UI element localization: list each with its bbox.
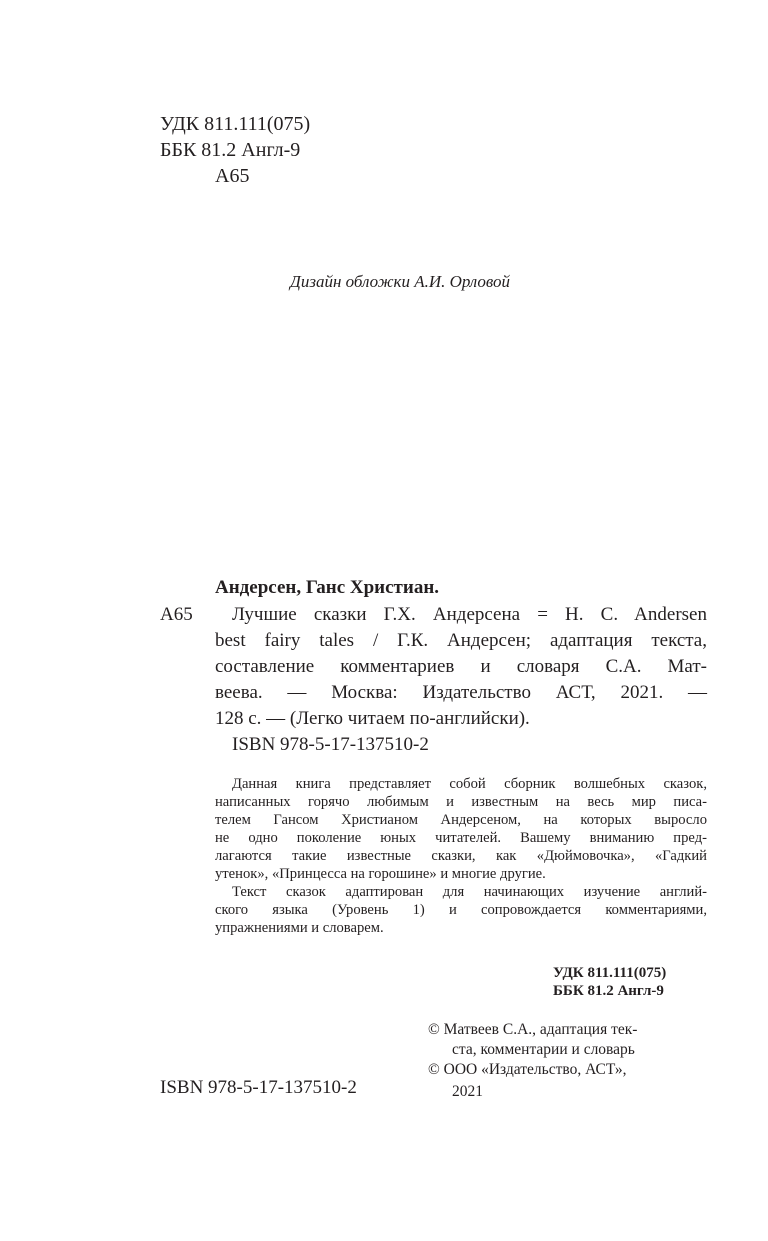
- annotation-line: Данная книга представляет собой сборник волшебных сказок,: [232, 776, 707, 792]
- copyright-line: © Матвеев С.А., адаптация тек-: [428, 1021, 638, 1038]
- annotation-line: лагаются такие известные сказки, как «Дюймовочка», «Гадкий: [215, 848, 707, 864]
- annotation-line: телем Гансом Христианом Андерсеном, на которых выросло: [215, 812, 707, 828]
- catalog-line: веева. — Москва: Издательство АСТ, 2021. —: [215, 682, 707, 703]
- copyright-line: © ООО «Издательство, АСТ»,: [428, 1061, 627, 1078]
- annotation-line: Текст сказок адаптирован для начинающих изучение англий-: [232, 884, 707, 900]
- annotation-line: ского языка (Уровень 1) и сопровождается комментариями,: [215, 902, 707, 918]
- catalog-author-mark: А65: [160, 604, 193, 625]
- catalog-isbn: ISBN 978-5-17-137510-2: [232, 734, 429, 755]
- catalog-line: составление комментариев и словаря С.А. Мат-: [215, 656, 707, 677]
- annotation-line: не одно поколение юных читателей. Вашему вниманию пред-: [215, 830, 707, 846]
- copyright-line: ста, комментарии и словарь: [452, 1041, 635, 1058]
- cover-design-credit: Дизайн обложки А.И. Орловой: [290, 272, 511, 291]
- catalog-author: Андерсен, Ганс Христиан.: [215, 577, 440, 598]
- udk-code: УДК 811.111(075): [160, 113, 311, 135]
- catalog-line: Лучшие сказки Г.Х. Андерсена = H. C. Andersen: [232, 604, 707, 625]
- catalog-line: 128 с. — (Легко читаем по-английски).: [215, 708, 530, 729]
- author-mark: А65: [215, 165, 250, 187]
- copyright-line: 2021: [452, 1083, 483, 1100]
- annotation-bbk: ББК 81.2 Англ-9: [553, 983, 664, 999]
- catalog-line: best fairy tales / Г.К. Андерсен; адаптация текста,: [215, 630, 707, 651]
- bbk-code: ББК 81.2 Англ-9: [160, 139, 301, 161]
- annotation-line: написанных горячо любимым и известным на весь мир писа-: [215, 794, 707, 810]
- annotation-line: утенок», «Принцесса на горошине» и многие другие.: [215, 866, 546, 882]
- annotation-line: упражнениями и словарем.: [215, 920, 384, 936]
- annotation-udk: УДК 811.111(075): [553, 965, 667, 981]
- footer-isbn: ISBN 978-5-17-137510-2: [160, 1077, 357, 1098]
